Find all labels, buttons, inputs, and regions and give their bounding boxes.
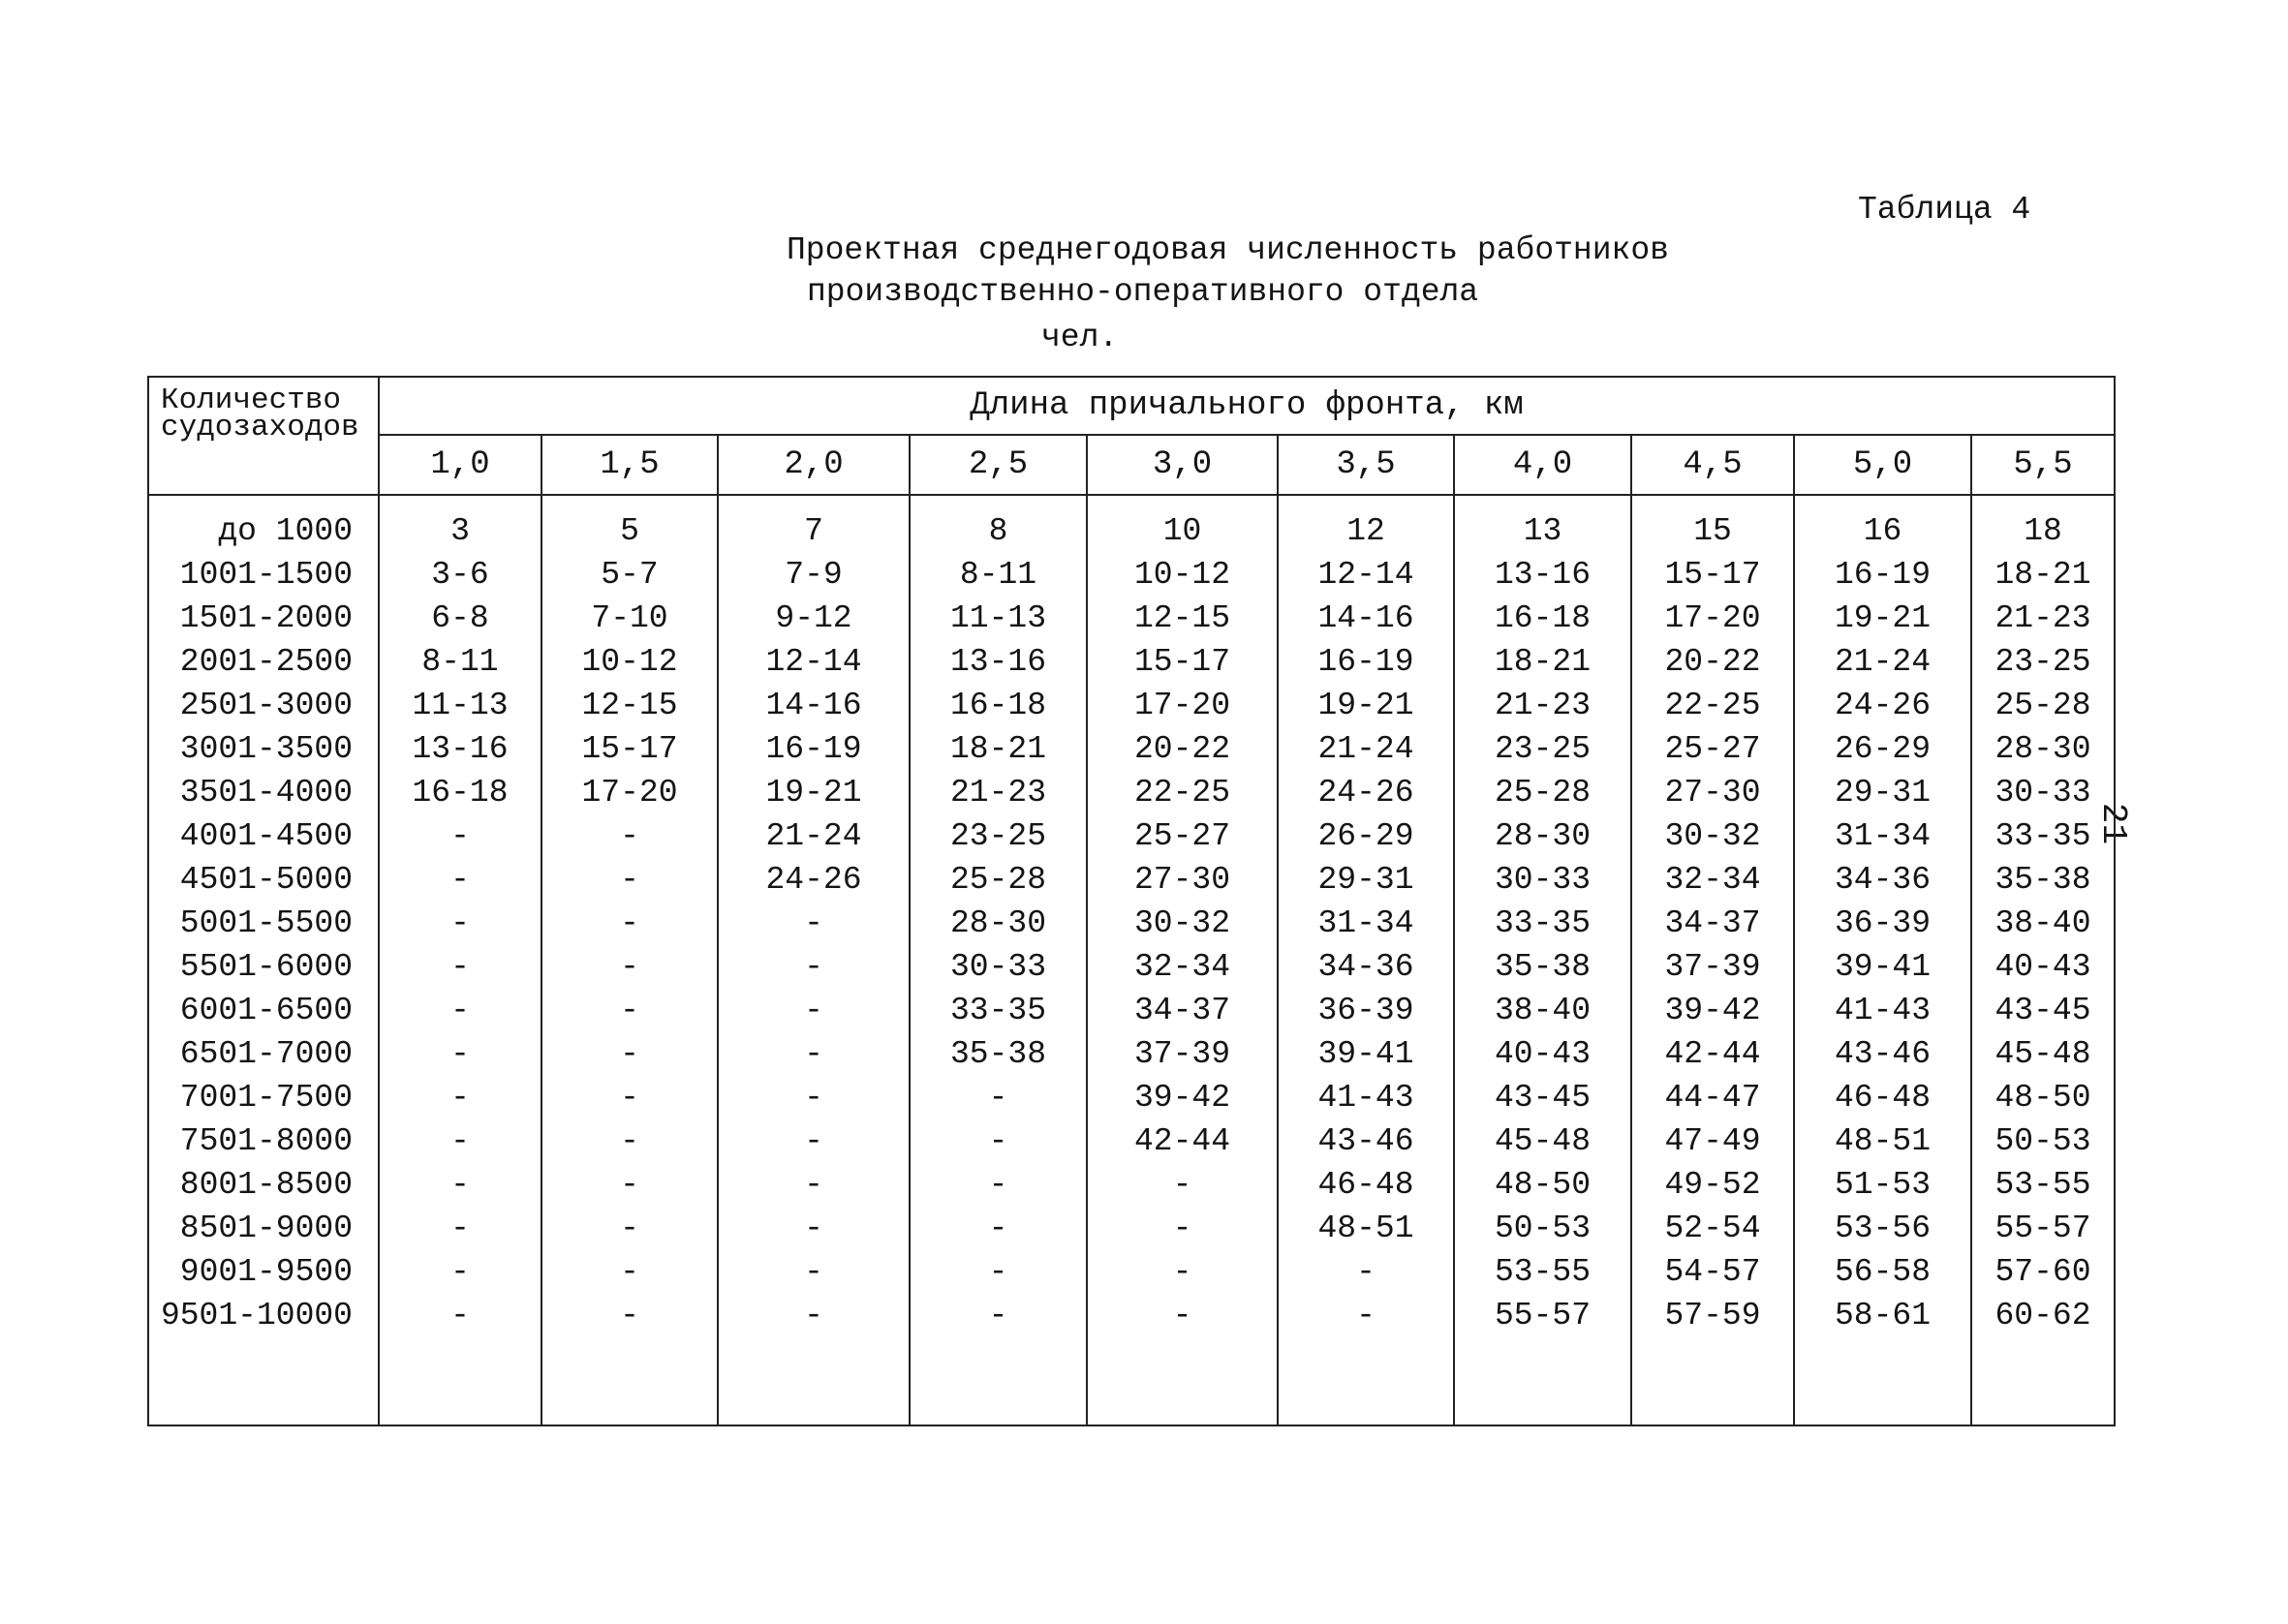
table-cell: -: [804, 905, 823, 941]
table-cell: 30-33: [949, 949, 1047, 985]
table-cell: -: [804, 1167, 823, 1203]
table-cell: -: [988, 1210, 1008, 1246]
table-cell: 50-53: [1494, 1210, 1592, 1246]
table-cell: 55-57: [1494, 1298, 1592, 1333]
table-cell: -: [804, 1123, 823, 1159]
row-label: 5501-6000: [179, 949, 353, 985]
staffing-table: [147, 376, 2116, 1426]
table-cell: 51-53: [1834, 1167, 1932, 1203]
table-cell: 60-62: [1994, 1298, 2091, 1333]
table-cell: 47-49: [1664, 1123, 1761, 1159]
table-cell: -: [620, 1254, 639, 1290]
table-cell: 13-16: [949, 644, 1047, 680]
table-cell: 21-23: [1994, 600, 2091, 636]
table-cell: 27-30: [1664, 775, 1761, 811]
table-cell: -: [804, 993, 823, 1028]
table-cell: -: [988, 1080, 1008, 1116]
table-cell: 46-48: [1317, 1167, 1414, 1203]
table-cell: 30-32: [1133, 905, 1231, 941]
table-title-line-2: производственно-оперативного отдела: [807, 274, 1479, 310]
table-cell: 21-23: [949, 775, 1047, 811]
table-cell: 19-21: [1317, 688, 1414, 723]
table-cell: 16: [1863, 513, 1902, 549]
table-cell: 13-16: [412, 731, 509, 767]
table-cell: 48-50: [1994, 1080, 2091, 1116]
table-cell: 37-39: [1664, 949, 1761, 985]
table-cell: 14-16: [765, 688, 862, 723]
table-cell: 21-24: [1834, 644, 1932, 680]
table-cell: 5: [620, 513, 639, 549]
table-cell: 22-25: [1664, 688, 1761, 723]
value-column: [1087, 495, 1278, 1425]
table-cell: 21-24: [1317, 731, 1414, 767]
table-cell: -: [450, 1254, 470, 1290]
table-cell: 18-21: [1494, 644, 1592, 680]
table-cell: 35-38: [949, 1036, 1047, 1072]
table-cell: 50-53: [1994, 1123, 2091, 1159]
row-label: 7001-7500: [179, 1080, 353, 1116]
table-cell: 10-12: [581, 644, 678, 680]
table-cell: 18-21: [1994, 557, 2091, 593]
table-cell: 9-12: [775, 600, 852, 636]
table-cell: 21-24: [765, 818, 862, 854]
column-header: 4,0: [1454, 435, 1631, 495]
table-cell: -: [1172, 1254, 1192, 1290]
table-cell: -: [988, 1298, 1008, 1333]
row-label: 8501-9000: [179, 1210, 353, 1246]
value-column: [1794, 495, 1971, 1425]
row-label: 2001-2500: [179, 644, 353, 680]
column-header: 4,5: [1631, 435, 1794, 495]
column-header: 1,5: [541, 435, 718, 495]
table-cell: 45-48: [1494, 1123, 1592, 1159]
table-body: [148, 495, 2115, 1425]
table-cell: 24-26: [1834, 688, 1932, 723]
table-cell: 58-61: [1834, 1298, 1932, 1333]
table-cell: 25-27: [1133, 818, 1231, 854]
table-cell: 39-42: [1133, 1080, 1231, 1116]
table-cell: 24-26: [765, 862, 862, 898]
table-cell: 39-41: [1317, 1036, 1414, 1072]
row-label: 6001-6500: [179, 993, 353, 1028]
table-cell: 23-25: [1994, 644, 2091, 680]
table-cell: -: [620, 1123, 639, 1159]
table-cell: -: [620, 1298, 639, 1333]
table-cell: 7-9: [785, 557, 843, 593]
value-column: [1454, 495, 1631, 1425]
table-cell: 14-16: [1317, 600, 1414, 636]
table-cell: 33-35: [1494, 905, 1592, 941]
value-column: [910, 495, 1087, 1425]
column-header: 3,5: [1278, 435, 1454, 495]
table-cell: 32-34: [1664, 862, 1761, 898]
table-cell: -: [450, 1298, 470, 1333]
table-cell: 43-46: [1834, 1036, 1932, 1072]
row-label: 8001-8500: [179, 1167, 353, 1203]
table-cell: 13-16: [1494, 557, 1592, 593]
table-cell: 21-23: [1494, 688, 1592, 723]
table-cell: 11-13: [949, 600, 1047, 636]
table-cell: 33-35: [1994, 818, 2091, 854]
table-cell: 43-45: [1994, 993, 2091, 1028]
table-cell: 8-11: [421, 644, 499, 680]
table-cell: 17-20: [1133, 688, 1231, 723]
table-cell: 18-21: [949, 731, 1047, 767]
table-cell: 16-19: [765, 731, 862, 767]
row-label: 3001-3500: [179, 731, 353, 767]
table-cell: 30-33: [1994, 775, 2091, 811]
table-cell: -: [988, 1123, 1008, 1159]
table-cell: 43-46: [1317, 1123, 1414, 1159]
table-cell: 12: [1346, 513, 1385, 549]
table-cell: 34-36: [1317, 949, 1414, 985]
table-cell: 49-52: [1664, 1167, 1761, 1203]
table-cell: 43-45: [1494, 1080, 1592, 1116]
table-cell: -: [804, 1298, 823, 1333]
table-cell: 22-25: [1133, 775, 1231, 811]
table-cell: -: [804, 949, 823, 985]
row-label: 4001-4500: [179, 818, 353, 854]
table-cell: 34-37: [1664, 905, 1761, 941]
table-cell: -: [450, 949, 470, 985]
table-cell: 26-29: [1834, 731, 1932, 767]
table-cell: 3: [450, 513, 470, 549]
row-header: Количество судозаходов: [148, 377, 379, 495]
table-cell: 18: [2024, 513, 2062, 549]
table-cell: 13: [1523, 513, 1562, 549]
table-cell: 48-51: [1834, 1123, 1932, 1159]
column-header: 5,5: [1971, 435, 2115, 495]
table-cell: 45-48: [1994, 1036, 2091, 1072]
table-cell: 31-34: [1834, 818, 1932, 854]
table-cell: -: [1356, 1298, 1376, 1333]
table-cell: 39-42: [1664, 993, 1761, 1028]
table-cell: -: [450, 1123, 470, 1159]
row-label: 1501-2000: [179, 600, 353, 636]
table-cell: 44-47: [1664, 1080, 1761, 1116]
table-cell: 16-19: [1834, 557, 1932, 593]
table-cell: -: [450, 818, 470, 854]
table-cell: 16-19: [1317, 644, 1414, 680]
table-cell: 8-11: [959, 557, 1037, 593]
column-header: 1,0: [379, 435, 541, 495]
row-label: 9501-10000: [160, 1298, 353, 1333]
row-label: 7501-8000: [179, 1123, 353, 1159]
row-label: 5001-5500: [179, 905, 353, 941]
table-cell: -: [450, 1210, 470, 1246]
table-cell: -: [1172, 1167, 1192, 1203]
column-header-row: [148, 435, 2115, 495]
table-cell: 46-48: [1834, 1080, 1932, 1116]
table-cell: -: [620, 993, 639, 1028]
table-cell: 11-13: [412, 688, 509, 723]
table-number-label: Таблица 4: [1858, 192, 2031, 228]
table-cell: -: [1172, 1210, 1192, 1246]
table-cell: 3-6: [431, 557, 489, 593]
table-cell: 7: [804, 513, 823, 549]
table-cell: 19-21: [1834, 600, 1932, 636]
table-cell: 53-55: [1494, 1254, 1592, 1290]
table-cell: 15-17: [1133, 644, 1231, 680]
table-cell: -: [804, 1254, 823, 1290]
table-cell: 20-22: [1664, 644, 1761, 680]
column-header: 3,0: [1087, 435, 1278, 495]
table-cell: 52-54: [1664, 1210, 1761, 1246]
page-number: 21: [2093, 802, 2134, 845]
table-cell: 17-20: [1664, 600, 1761, 636]
table-cell: 15-17: [581, 731, 678, 767]
table-cell: 41-43: [1317, 1080, 1414, 1116]
row-label: до 1000: [218, 513, 353, 549]
table-cell: 29-31: [1834, 775, 1932, 811]
column-header: 2,0: [718, 435, 910, 495]
table-cell: -: [450, 1167, 470, 1203]
column-group-header: Длина причального фронта, км: [379, 377, 2115, 435]
row-label: 2501-3000: [179, 688, 353, 723]
column-header: 2,5: [910, 435, 1087, 495]
table-unit: чел.: [1041, 320, 1119, 355]
table-cell: 40-43: [1994, 949, 2091, 985]
table-cell: -: [620, 1080, 639, 1116]
table-cell: 38-40: [1494, 993, 1592, 1028]
table-cell: -: [804, 1036, 823, 1072]
table-cell: 57-60: [1994, 1254, 2091, 1290]
table-cell: 15-17: [1664, 557, 1761, 593]
table-cell: 16-18: [949, 688, 1047, 723]
table-cell: -: [804, 1080, 823, 1116]
table-cell: 57-59: [1664, 1298, 1761, 1333]
column-header: 5,0: [1794, 435, 1971, 495]
table-cell: 27-30: [1133, 862, 1231, 898]
table-cell: 33-35: [949, 993, 1047, 1028]
table-cell: 42-44: [1133, 1123, 1231, 1159]
table-cell: 15: [1693, 513, 1732, 549]
table-cell: 29-31: [1317, 862, 1414, 898]
table-cell: 16-18: [1494, 600, 1592, 636]
table-cell: -: [620, 1210, 639, 1246]
table-cell: 34-36: [1834, 862, 1932, 898]
table-cell: 24-26: [1317, 775, 1414, 811]
table-cell: 28-30: [949, 905, 1047, 941]
table-cell: 35-38: [1994, 862, 2091, 898]
table-cell: -: [450, 1036, 470, 1072]
table-cell: 34-37: [1133, 993, 1231, 1028]
table-cell: -: [620, 862, 639, 898]
table-cell: -: [450, 905, 470, 941]
table-cell: 12-15: [1133, 600, 1231, 636]
row-label: 4501-5000: [179, 862, 353, 898]
table-cell: 20-22: [1133, 731, 1231, 767]
value-column: [718, 495, 910, 1425]
table-cell: 10-12: [1133, 557, 1231, 593]
table-cell: 38-40: [1994, 905, 2091, 941]
table-cell: 53-56: [1834, 1210, 1932, 1246]
table-cell: 23-25: [1494, 731, 1592, 767]
table-cell: 8: [988, 513, 1008, 549]
table-cell: -: [988, 1167, 1008, 1203]
table-cell: -: [804, 1210, 823, 1246]
value-column: [1278, 495, 1454, 1425]
table-cell: 25-28: [1494, 775, 1592, 811]
table-cell: 12-15: [581, 688, 678, 723]
table-cell: -: [1172, 1298, 1192, 1333]
table-cell: 28-30: [1994, 731, 2091, 767]
table-cell: 17-20: [581, 775, 678, 811]
table-cell: 25-28: [949, 862, 1047, 898]
table-cell: 55-57: [1994, 1210, 2091, 1246]
table-cell: 53-55: [1994, 1167, 2091, 1203]
table-cell: 6-8: [431, 600, 489, 636]
value-column: [1971, 495, 2115, 1425]
table-cell: 30-33: [1494, 862, 1592, 898]
table-cell: 37-39: [1133, 1036, 1231, 1072]
table-cell: 23-25: [949, 818, 1047, 854]
table-cell: 7-10: [591, 600, 668, 636]
table-cell: -: [620, 818, 639, 854]
value-column: [1631, 495, 1794, 1425]
row-label: 1001-1500: [179, 557, 353, 593]
table-cell: 16-18: [412, 775, 509, 811]
value-column: [541, 495, 718, 1425]
table-cell: -: [1356, 1254, 1376, 1290]
row-label: 6501-7000: [179, 1036, 353, 1072]
table-cell: 26-29: [1317, 818, 1414, 854]
table-cell: -: [620, 1036, 639, 1072]
table-cell: 39-41: [1834, 949, 1932, 985]
table-cell: 19-21: [765, 775, 862, 811]
table-cell: -: [620, 1167, 639, 1203]
table-cell: 5-7: [601, 557, 659, 593]
table-cell: -: [988, 1254, 1008, 1290]
table-cell: 41-43: [1834, 993, 1932, 1028]
table-cell: 12-14: [1317, 557, 1414, 593]
table-cell: -: [450, 993, 470, 1028]
table-cell: 25-27: [1664, 731, 1761, 767]
table-cell: -: [450, 862, 470, 898]
row-label: 3501-4000: [179, 775, 353, 811]
table-cell: 42-44: [1664, 1036, 1761, 1072]
table-cell: 35-38: [1494, 949, 1592, 985]
table-cell: -: [620, 905, 639, 941]
table-cell: 36-39: [1317, 993, 1414, 1028]
table-cell: 10: [1162, 513, 1202, 549]
table-cell: 25-28: [1994, 688, 2091, 723]
table-cell: 31-34: [1317, 905, 1414, 941]
table-cell: 28-30: [1494, 818, 1592, 854]
table-cell: 54-57: [1664, 1254, 1761, 1290]
table-cell: 36-39: [1834, 905, 1932, 941]
row-labels-column: [148, 495, 379, 1425]
table-title-line-1: Проектная среднегодовая численность работников: [787, 232, 1669, 268]
value-column: [379, 495, 541, 1425]
row-label: 9001-9500: [179, 1254, 353, 1290]
table-cell: 48-51: [1317, 1210, 1414, 1246]
table-cell: -: [620, 949, 639, 985]
table-cell: 12-14: [765, 644, 862, 680]
table-cell: 40-43: [1494, 1036, 1592, 1072]
table-cell: 56-58: [1834, 1254, 1932, 1290]
table-cell: 32-34: [1133, 949, 1231, 985]
table-cell: 30-32: [1664, 818, 1761, 854]
table-cell: 48-50: [1494, 1167, 1592, 1203]
table-cell: -: [450, 1080, 470, 1116]
